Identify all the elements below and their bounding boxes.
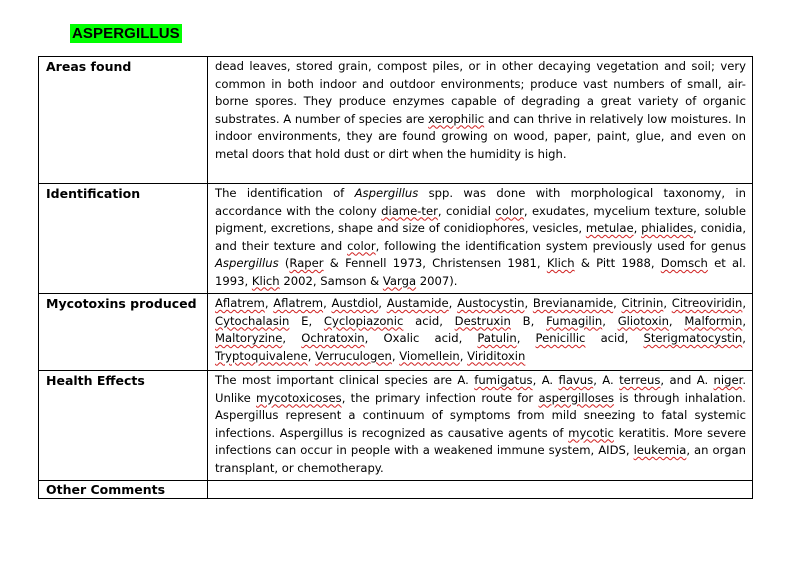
table-row [39,57,753,184]
table-row [39,371,753,481]
text-run: , A. [593,373,620,387]
row-content-other-comments[interactable] [208,481,753,499]
text-run: , [742,296,747,310]
spellcheck-flagged-word: Citreoviridin [671,296,743,310]
text-run: , conidial [437,203,496,218]
spellcheck-flagged-word: Verruculogen [315,348,392,363]
text-run: , exudates, mycelium texture, soluble pigment, excretions, shape and size of conidiophores, vesicles, [215,203,746,235]
text-run: , [459,348,468,363]
table-row [39,481,753,499]
text-run: , [524,296,533,310]
row-content-identification[interactable] [208,184,753,294]
spellcheck-flagged-word: flavus [558,373,594,387]
spellcheck-flagged-word: leukemia [633,443,687,457]
text-run: , [668,313,685,328]
spellcheck-flagged-word: fumigatus [474,373,533,387]
spellcheck-flagged-word: Tryptoquivalene [215,348,308,363]
spellcheck-flagged-word: niger [713,373,743,387]
text-run: , [663,296,672,310]
text-run: acid, [585,331,644,345]
row-label-other-comments: Other Comments [39,481,208,499]
text-run: ( [278,256,290,270]
spellcheck-flagged-word: diame-ter [381,203,438,218]
text-run: , following the identification system previously used for genus [375,238,746,253]
spellcheck-flagged-word: Cyclopiazonic [323,313,404,328]
text-run: , [448,296,458,310]
text-run: & Fennell 1973, Christensen 1981, [323,256,547,270]
spellcheck-flagged-word: color [347,238,376,253]
spellcheck-flagged-word: Klich [546,256,575,270]
text-run: et al. 1993, [215,256,746,288]
row-label-areas-found: Areas found [39,57,208,184]
text-run: , [516,331,536,345]
spellcheck-flagged-word: metulae [585,221,634,235]
spellcheck-flagged-word: Ochratoxin [301,331,365,345]
spellcheck-flagged-word: Austdiol [331,296,379,310]
text-run: , an organ transplant, or chemotherapy. [215,443,746,475]
spellcheck-flagged-word: Aflatrem [273,296,324,310]
info-table [38,56,753,499]
spellcheck-flagged-word: terreus [619,373,661,387]
text-run: 2002, Samson & [279,273,383,288]
table-row [39,294,753,371]
spellcheck-flagged-word: Domsch [660,256,708,270]
spellcheck-flagged-word: Sterigmatocystin [643,331,743,345]
spellcheck-flagged-word: aspergilloses [538,390,615,405]
spellcheck-flagged-word: Aflatrem [215,296,265,310]
spellcheck-flagged-word: Viomellein [399,348,460,363]
row-label-mycotoxins-produced: Mycotoxins produced [39,294,208,371]
spellcheck-flagged-word: Austocystin [457,296,525,310]
spellcheck-flagged-word: Varga [382,273,417,288]
spellcheck-flagged-word: Austamide [386,296,449,310]
text-run: B, [510,313,547,328]
text-run: , Oxalic acid, [364,331,478,345]
text-run: The identification of [215,186,355,200]
spellcheck-flagged-word: Malformin [684,313,743,328]
row-content-health-effects[interactable] [208,371,753,481]
spellcheck-flagged-word: phialides [641,221,694,235]
spellcheck-flagged-word: mycotic [568,425,614,440]
text-run: , conidia, and their texture and [215,221,747,253]
text-run: , [742,331,746,345]
text-run: , and A. [660,373,714,387]
text-run: , [633,221,642,235]
spellcheck-flagged-word: mycotoxicoses [256,390,342,405]
table-row [39,184,753,294]
italic-text: Aspergillus [354,186,419,200]
spellcheck-flagged-word: Cytochalasin [215,313,290,328]
row-label-identification: Identification [39,184,208,294]
spellcheck-flagged-word: Penicillic [535,331,586,345]
spellcheck-flagged-word: Maltoryzine [215,331,283,345]
spellcheck-flagged-word: Gliotoxin [617,313,669,328]
text-run: , [264,296,274,310]
text-run: is through inhalation. Aspergillus represent a continuum of symptoms from mild sneezing to fatal systemic infections. Aspergillus is recognized as causative agents of [215,390,746,440]
text-run: & Pitt 1988, [574,256,661,270]
text-run: 2007). [416,273,458,288]
spellcheck-flagged-word: xerophilic [428,111,485,126]
italic-text: Aspergillus [215,256,279,270]
spellcheck-flagged-word: Patulin [477,331,517,345]
text-run: E, [289,313,324,328]
text-run: , the primary infection route for [341,390,539,405]
spellcheck-flagged-word: Citrinin [621,296,664,310]
spellcheck-flagged-word: Fumagilin [546,313,603,328]
text-run: , [378,296,387,310]
text-run: , [742,313,747,328]
spellcheck-flagged-word: Brevianamide [532,296,614,310]
row-content-mycotoxins-produced[interactable] [208,294,753,371]
spellcheck-flagged-word: color [495,203,524,218]
text-run: , [307,348,316,363]
text-run: , [602,313,618,328]
row-label-health-effects: Health Effects [39,371,208,481]
text-run: and can thrive in relatively low moistures. In indoor environments, they are found growing on wood, paper, paint, glue, and even on metal doors that hold dust or dirt when the humidity is high. [215,111,746,161]
text-run: . Unlike [215,373,746,405]
spellcheck-flagged-word: Viriditoxin [467,348,526,363]
text-run: dead leaves, stored grain, compost piles, or in other decaying vegetation and soil; very common in both indoor and outdoor environments; produce vast numbers of small, air-borne spores. They produce enzymes capable of degrading a great variety of organic substrates. A number of species are [215,59,746,126]
spellcheck-flagged-word: Destruxin [454,313,511,328]
spellcheck-flagged-word: Klich [251,273,280,288]
row-content-areas-found[interactable] [208,57,753,184]
text-run: , [282,331,302,345]
document-title: ASPERGILLUS [72,25,180,42]
text-run: acid, [403,313,455,328]
spellcheck-flagged-word: Raper [289,256,324,270]
text-run: keratitis. More severe infections can occur in people with a weakened immune system, AIDS, [215,425,746,457]
text-run: , [323,296,332,310]
text-run: spp. was done with morphological taxonomy, in accordance with the colony [215,186,746,218]
text-run: , [391,348,400,363]
text-run: , A. [532,373,559,387]
text-run: , [613,296,622,310]
text-run: The most important clinical species are A. [215,373,475,387]
